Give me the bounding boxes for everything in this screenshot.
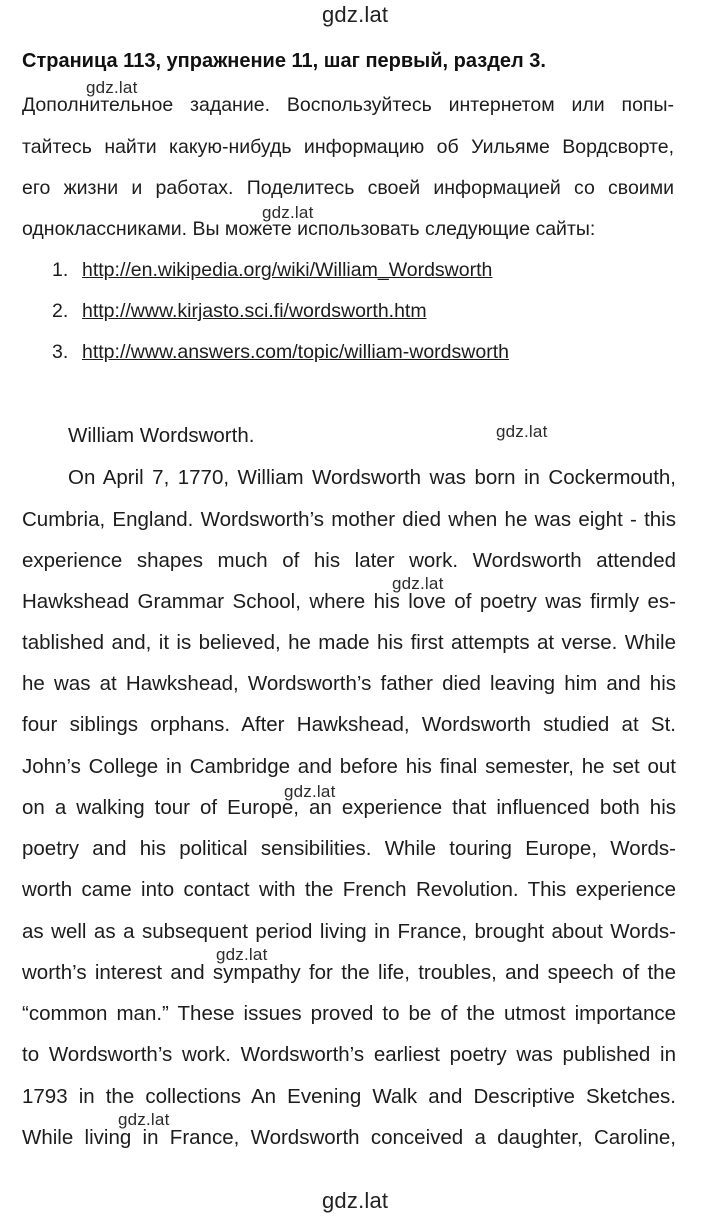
essay-title: William Wordsworth. xyxy=(68,424,255,447)
link-number: 1. xyxy=(52,259,69,281)
watermark-inline-7: gdz.lat xyxy=(118,1110,170,1129)
link-kirjasto[interactable]: http://www.kirjasto.sci.fi/wordsworth.htm xyxy=(82,300,427,322)
essay-line-17: While living in France, Wordsworth conceived a daughter, Caroline, xyxy=(22,1126,676,1149)
essay-line-10: poetry and his political sensibilities. While touring Europe, Words- xyxy=(22,837,676,860)
watermark-bottom: gdz.lat xyxy=(322,1188,389,1213)
watermark-inline-2: gdz.lat xyxy=(262,203,314,222)
essay-line-11: worth came into contact with the French Revolution. This experience xyxy=(22,878,676,901)
essay-line-14: “common man.” These issues proved to be of the utmost importance xyxy=(22,1002,676,1025)
task-line-2: тайтесь найти какую-нибудь информацию об Уильяме Вордсворте, xyxy=(22,136,674,158)
essay-line-15: to Wordsworth’s work. Wordsworth’s earliest poetry was published in xyxy=(22,1043,676,1066)
essay-line-6: he was at Hawkshead, Wordsworth’s father died leaving him and his xyxy=(22,672,676,695)
essay-line-3: experience shapes much of his later work. Wordsworth attended xyxy=(22,549,676,572)
watermark-inline-3: gdz.lat xyxy=(496,422,548,441)
link-number: 2. xyxy=(52,300,69,322)
link-item-2 xyxy=(52,300,427,323)
essay-line-7: four siblings orphans. After Hawkshead, Wordsworth studied at St. xyxy=(22,713,676,736)
essay-line-1: On April 7, 1770, William Wordsworth was born in Cockermouth, xyxy=(68,466,676,489)
essay-line-5: tablished and, it is believed, he made his first attempts at verse. While xyxy=(22,631,676,654)
essay-line-13: worth’s interest and sympathy for the life, troubles, and speech of the xyxy=(22,961,676,984)
watermark-inline-6: gdz.lat xyxy=(216,945,268,964)
task-line-3: его жизни и работах. Поделитесь своей информацией со своими xyxy=(22,177,674,199)
watermark-inline-5: gdz.lat xyxy=(284,782,336,801)
essay-line-4: Hawkshead Grammar School, where his love of poetry was firmly es- xyxy=(22,590,676,613)
link-item-3 xyxy=(52,341,509,364)
link-wikipedia[interactable]: http://en.wikipedia.org/wiki/William_Wordsworth xyxy=(82,259,493,281)
page-heading: Страница 113, упражнение 11, шаг первый, раздел 3. xyxy=(22,50,546,72)
link-number: 3. xyxy=(52,341,69,363)
watermark-inline-1: gdz.lat xyxy=(86,78,138,97)
essay-line-8: John’s College in Cambridge and before his final semester, he set out xyxy=(22,755,676,778)
task-line-4: одноклассниками. Вы можете использовать следующие сайты: xyxy=(22,218,596,240)
watermark-top: gdz.lat xyxy=(322,2,389,27)
link-answers[interactable]: http://www.answers.com/topic/william-wordsworth xyxy=(82,341,509,363)
essay-line-16: 1793 in the collections An Evening Walk and Descriptive Sketches. xyxy=(22,1085,676,1108)
watermark-inline-4: gdz.lat xyxy=(392,574,444,593)
essay-line-2: Cumbria, England. Wordsworth’s mother died when he was eight - this xyxy=(22,508,676,531)
essay-line-9: on a walking tour of Europe, an experience that influenced both his xyxy=(22,796,676,819)
link-item-1 xyxy=(52,259,492,282)
essay-line-12: as well as a subsequent period living in France, brought about Words- xyxy=(22,920,676,943)
task-line-1: Дополнительное задание. Воспользуйтесь интернетом или попы- xyxy=(22,94,674,116)
